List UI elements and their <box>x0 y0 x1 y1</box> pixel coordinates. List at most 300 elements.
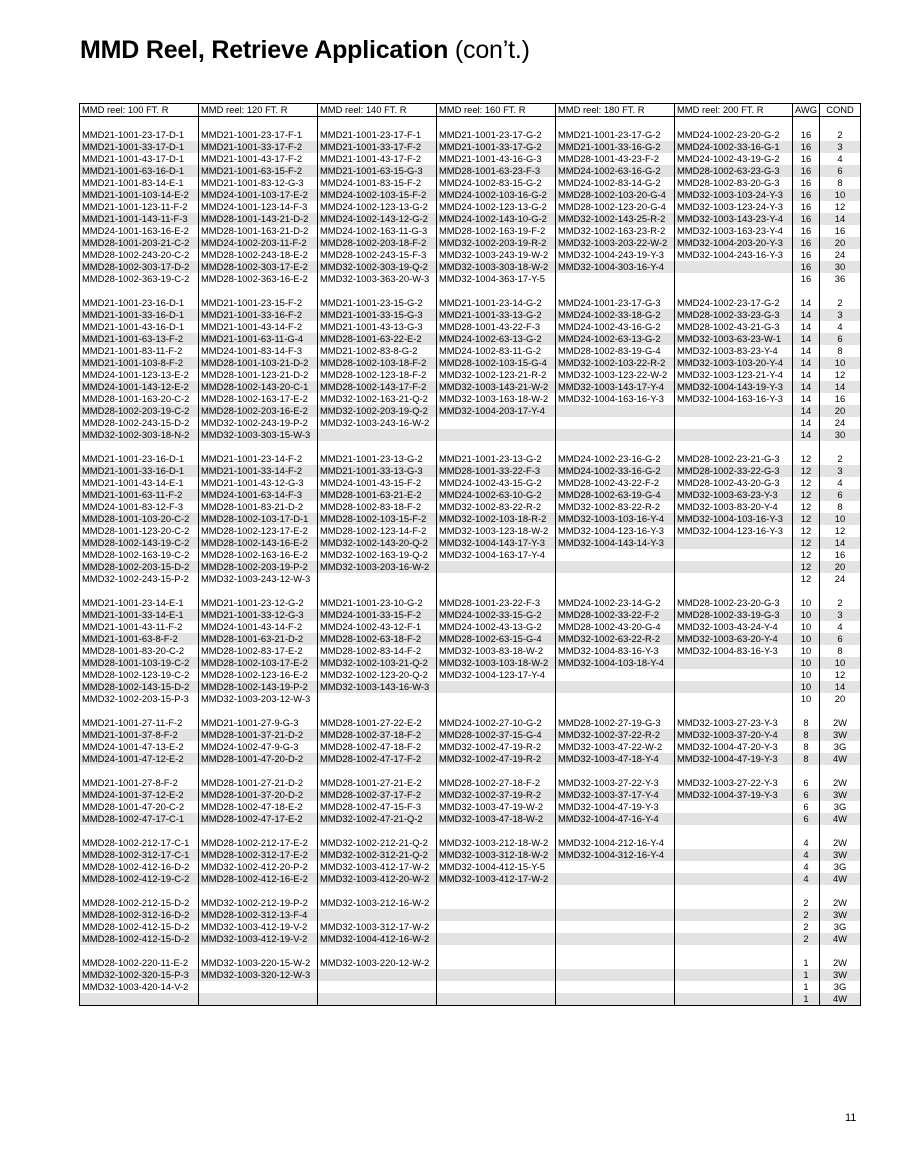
part-100ft: MMD28-1002-312-16-D-2 <box>80 909 199 921</box>
spacer-cell <box>556 765 675 777</box>
part-200ft: MMD28-1002-33-23-G-3 <box>675 309 793 321</box>
part-140ft: MMD32-1002-163-21-Q-2 <box>318 393 437 405</box>
part-100ft: MMD28-1001-103-20-C-2 <box>80 513 199 525</box>
cond-value: 24 <box>820 249 861 261</box>
part-140ft: MMD32-1002-303-19-Q-2 <box>318 261 437 273</box>
part-160ft: MMD32-1003-47-19-W-2 <box>437 801 556 813</box>
part-140ft: MMD24-1002-143-12-G-2 <box>318 213 437 225</box>
cond-value: 3G <box>820 921 861 933</box>
part-160ft: MMD32-1002-103-18-R-2 <box>437 513 556 525</box>
part-140ft: MMD28-1002-103-15-F-2 <box>318 513 437 525</box>
part-200ft: MMD24-1002-23-20-G-2 <box>675 129 793 141</box>
spacer-cell <box>80 585 199 597</box>
spacer-cell <box>820 117 861 130</box>
part-120ft: MMD21-1001-23-14-F-2 <box>199 453 318 465</box>
awg-value: 16 <box>793 153 820 165</box>
spacer-cell <box>437 285 556 297</box>
part-160ft <box>437 681 556 693</box>
part-140ft: MMD32-1004-412-16-W-2 <box>318 933 437 945</box>
part-160ft: MMD32-1002-47-19-R-2 <box>437 741 556 753</box>
part-200ft <box>675 957 793 969</box>
spacer-cell <box>199 441 318 453</box>
part-200ft: MMD28-1002-33-22-G-3 <box>675 465 793 477</box>
part-120ft: MMD24-1001-83-14-F-3 <box>199 345 318 357</box>
awg-value: 14 <box>793 321 820 333</box>
column-header-140ft: MMD reel: 140 FT. R <box>318 104 437 117</box>
part-120ft: MMD28-1001-83-21-D-2 <box>199 501 318 513</box>
part-160ft: MMD21-1001-43-16-G-3 <box>437 153 556 165</box>
part-180ft: MMD32-1004-47-16-Y-4 <box>556 813 675 825</box>
part-160ft: MMD28-1001-33-22-F-3 <box>437 465 556 477</box>
part-140ft <box>318 693 437 705</box>
cond-value: 10 <box>820 357 861 369</box>
part-160ft <box>437 933 556 945</box>
part-180ft: MMD28-1002-123-20-G-4 <box>556 201 675 213</box>
spacer-cell <box>793 945 820 957</box>
part-140ft: MMD21-1001-43-17-F-2 <box>318 153 437 165</box>
spacer-cell <box>80 285 199 297</box>
part-180ft: MMD32-1002-143-25-R-2 <box>556 213 675 225</box>
spacer-cell <box>820 285 861 297</box>
table-row <box>80 513 861 525</box>
table-row <box>80 993 861 1006</box>
part-200ft: MMD32-1003-63-20-Y-4 <box>675 633 793 645</box>
part-140ft: MMD21-1001-33-17-F-2 <box>318 141 437 153</box>
part-100ft: MMD32-1002-243-15-P-2 <box>80 573 199 585</box>
table-row <box>80 237 861 249</box>
part-120ft: MMD21-1001-23-15-F-2 <box>199 297 318 309</box>
spacer-cell <box>80 705 199 717</box>
part-160ft: MMD28-1002-103-15-G-4 <box>437 357 556 369</box>
awg-value: 14 <box>793 381 820 393</box>
cond-value: 3G <box>820 981 861 993</box>
table-row <box>80 549 861 561</box>
part-200ft: MMD32-1003-103-20-Y-4 <box>675 357 793 369</box>
spacer-cell <box>675 285 793 297</box>
awg-value: 16 <box>793 165 820 177</box>
part-120ft: MMD32-1003-303-15-W-3 <box>199 429 318 441</box>
part-140ft <box>318 429 437 441</box>
part-100ft: MMD21-1001-33-16-D-1 <box>80 465 199 477</box>
part-140ft: MMD28-1002-143-17-F-2 <box>318 381 437 393</box>
part-120ft: MMD32-1003-243-12-W-3 <box>199 573 318 585</box>
part-140ft: MMD28-1002-83-14-F-2 <box>318 645 437 657</box>
table-row <box>80 345 861 357</box>
column-header-180ft: MMD reel: 180 FT. R <box>556 104 675 117</box>
spacer-cell <box>793 765 820 777</box>
table-row <box>80 381 861 393</box>
awg-value: 12 <box>793 501 820 513</box>
part-140ft: MMD32-1002-143-20-Q-2 <box>318 537 437 549</box>
part-100ft: MMD21-1001-43-14-E-1 <box>80 477 199 489</box>
part-100ft: MMD21-1001-33-14-E-1 <box>80 609 199 621</box>
part-140ft: MMD32-1002-103-21-Q-2 <box>318 657 437 669</box>
part-160ft <box>437 693 556 705</box>
awg-value: 14 <box>793 345 820 357</box>
part-120ft: MMD28-1002-363-16-E-2 <box>199 273 318 285</box>
part-120ft: MMD21-1001-33-12-G-3 <box>199 609 318 621</box>
part-140ft: MMD32-1003-203-16-W-2 <box>318 561 437 573</box>
awg-value: 16 <box>793 261 820 273</box>
table-body <box>80 117 861 1006</box>
part-140ft: MMD28-1002-243-15-F-3 <box>318 249 437 261</box>
part-140ft: MMD24-1001-33-15-F-2 <box>318 609 437 621</box>
part-140ft: MMD21-1001-23-15-G-2 <box>318 297 437 309</box>
table-row <box>80 417 861 429</box>
spacer-cell <box>675 945 793 957</box>
part-140ft: MMD24-1002-163-11-G-3 <box>318 225 437 237</box>
table-row <box>80 693 861 705</box>
table-row <box>80 681 861 693</box>
cond-value: 30 <box>820 429 861 441</box>
spacer-cell <box>318 885 437 897</box>
part-180ft <box>556 969 675 981</box>
table-row <box>80 501 861 513</box>
awg-value: 16 <box>793 237 820 249</box>
part-120ft: MMD21-1001-33-17-F-2 <box>199 141 318 153</box>
part-100ft: MMD21-1001-33-17-D-1 <box>80 141 199 153</box>
cond-value: 2 <box>820 453 861 465</box>
part-140ft: MMD28-1002-83-18-F-2 <box>318 501 437 513</box>
part-100ft: MMD28-1001-47-20-C-2 <box>80 801 199 813</box>
part-200ft: MMD28-1002-23-20-G-3 <box>675 597 793 609</box>
part-200ft: MMD32-1003-27-23-Y-3 <box>675 717 793 729</box>
awg-value: 8 <box>793 753 820 765</box>
part-180ft <box>556 681 675 693</box>
spacer-cell <box>437 117 556 130</box>
part-100ft: MMD28-1001-103-19-C-2 <box>80 657 199 669</box>
spacer-cell <box>199 885 318 897</box>
awg-value: 12 <box>793 489 820 501</box>
part-120ft: MMD21-1001-43-12-G-3 <box>199 477 318 489</box>
group-spacer <box>80 117 861 130</box>
table-row <box>80 465 861 477</box>
part-140ft: MMD32-1002-123-20-Q-2 <box>318 669 437 681</box>
part-180ft: MMD32-1003-47-18-Y-4 <box>556 753 675 765</box>
part-140ft <box>318 909 437 921</box>
part-120ft: MMD28-1002-47-17-E-2 <box>199 813 318 825</box>
part-140ft: MMD32-1003-243-16-W-2 <box>318 417 437 429</box>
part-200ft: MMD32-1003-83-20-Y-4 <box>675 501 793 513</box>
part-180ft: MMD28-1002-103-20-G-4 <box>556 189 675 201</box>
part-120ft: MMD28-1002-123-16-E-2 <box>199 669 318 681</box>
part-120ft: MMD28-1002-143-20-C-1 <box>199 381 318 393</box>
part-180ft: MMD32-1004-143-14-Y-3 <box>556 537 675 549</box>
part-180ft <box>556 429 675 441</box>
cond-value: 10 <box>820 657 861 669</box>
part-140ft: MMD28-1002-203-18-F-2 <box>318 237 437 249</box>
table-row <box>80 621 861 633</box>
part-140ft: MMD32-1003-220-12-W-2 <box>318 957 437 969</box>
column-header-awg: AWG <box>793 104 820 117</box>
awg-value: 1 <box>793 981 820 993</box>
part-160ft: MMD32-1002-203-19-R-2 <box>437 237 556 249</box>
part-140ft: MMD24-1001-83-15-F-2 <box>318 177 437 189</box>
part-200ft: MMD32-1003-37-20-Y-4 <box>675 729 793 741</box>
part-200ft: MMD32-1004-103-16-Y-3 <box>675 513 793 525</box>
part-180ft <box>556 993 675 1006</box>
part-200ft <box>675 573 793 585</box>
part-120ft: MMD28-1001-143-21-D-2 <box>199 213 318 225</box>
part-100ft: MMD21-1001-23-17-D-1 <box>80 129 199 141</box>
cond-value: 2W <box>820 837 861 849</box>
part-180ft <box>556 561 675 573</box>
part-160ft: MMD28-1002-37-15-G-4 <box>437 729 556 741</box>
part-120ft: MMD32-1002-412-20-P-2 <box>199 861 318 873</box>
part-160ft: MMD28-1002-27-18-F-2 <box>437 777 556 789</box>
part-140ft: MMD28-1002-123-18-F-2 <box>318 369 437 381</box>
spacer-cell <box>80 825 199 837</box>
awg-value: 10 <box>793 693 820 705</box>
part-120ft: MMD24-1002-47-9-G-3 <box>199 741 318 753</box>
spacer-cell <box>318 945 437 957</box>
part-140ft: MMD32-1002-163-19-Q-2 <box>318 549 437 561</box>
awg-value: 8 <box>793 729 820 741</box>
part-200ft: MMD28-1002-43-21-G-3 <box>675 321 793 333</box>
part-200ft: MMD28-1002-43-20-G-3 <box>675 477 793 489</box>
table-row <box>80 357 861 369</box>
part-180ft: MMD32-1002-63-22-R-2 <box>556 633 675 645</box>
cond-value: 4 <box>820 321 861 333</box>
part-200ft <box>675 909 793 921</box>
part-200ft <box>675 933 793 945</box>
part-100ft: MMD24-1001-37-12-E-2 <box>80 789 199 801</box>
part-160ft: MMD24-1002-63-10-G-2 <box>437 489 556 501</box>
awg-value: 14 <box>793 357 820 369</box>
part-200ft: MMD32-1003-83-23-Y-4 <box>675 345 793 357</box>
part-200ft <box>675 693 793 705</box>
part-140ft: MMD24-1002-43-12-F-1 <box>318 621 437 633</box>
part-120ft: MMD21-1001-43-14-F-2 <box>199 321 318 333</box>
part-200ft: MMD24-1002-33-16-G-1 <box>675 141 793 153</box>
part-100ft: MMD21-1001-103-8-F-2 <box>80 357 199 369</box>
part-200ft: MMD32-1004-123-16-Y-3 <box>675 525 793 537</box>
awg-value: 16 <box>793 225 820 237</box>
part-120ft: MMD24-1001-43-14-F-2 <box>199 621 318 633</box>
part-120ft: MMD28-1001-37-21-D-2 <box>199 729 318 741</box>
table-row <box>80 309 861 321</box>
part-100ft: MMD21-1001-23-14-E-1 <box>80 597 199 609</box>
cond-value: 2W <box>820 897 861 909</box>
cond-value: 16 <box>820 225 861 237</box>
part-120ft: MMD32-1002-212-19-P-2 <box>199 897 318 909</box>
part-180ft <box>556 921 675 933</box>
group-spacer <box>80 585 861 597</box>
table-row <box>80 861 861 873</box>
table-row <box>80 729 861 741</box>
part-180ft: MMD28-1002-43-20-G-4 <box>556 621 675 633</box>
part-160ft: MMD32-1003-103-18-W-2 <box>437 657 556 669</box>
part-200ft <box>675 657 793 669</box>
part-160ft: MMD24-1002-63-13-G-2 <box>437 333 556 345</box>
part-100ft: MMD28-1002-412-15-D-2 <box>80 921 199 933</box>
page-number: 11 <box>845 1112 857 1124</box>
table-row <box>80 921 861 933</box>
part-180ft <box>556 669 675 681</box>
cond-value: 12 <box>820 669 861 681</box>
part-180ft <box>556 549 675 561</box>
part-160ft: MMD24-1002-43-13-G-2 <box>437 621 556 633</box>
part-120ft: MMD28-1002-103-17-E-2 <box>199 657 318 669</box>
part-160ft: MMD32-1004-163-17-Y-4 <box>437 549 556 561</box>
spacer-cell <box>318 441 437 453</box>
part-120ft: MMD28-1001-63-21-D-2 <box>199 633 318 645</box>
awg-value: 14 <box>793 417 820 429</box>
cond-value: 20 <box>820 405 861 417</box>
spacer-cell <box>318 825 437 837</box>
part-160ft: MMD21-1001-23-13-G-2 <box>437 453 556 465</box>
part-160ft: MMD24-1002-83-11-G-2 <box>437 345 556 357</box>
part-100ft: MMD21-1001-43-16-D-1 <box>80 321 199 333</box>
part-120ft: MMD21-1001-33-16-F-2 <box>199 309 318 321</box>
part-180ft: MMD24-1002-83-14-G-2 <box>556 177 675 189</box>
part-160ft <box>437 921 556 933</box>
spacer-cell <box>556 825 675 837</box>
part-180ft <box>556 861 675 873</box>
spacer-cell <box>820 945 861 957</box>
part-180ft <box>556 573 675 585</box>
part-100ft: MMD24-1001-83-12-F-3 <box>80 501 199 513</box>
part-100ft: MMD32-1003-420-14-V-2 <box>80 981 199 993</box>
part-100ft: MMD21-1001-37-8-F-2 <box>80 729 199 741</box>
cond-value: 3 <box>820 309 861 321</box>
part-120ft: MMD32-1003-203-12-W-3 <box>199 693 318 705</box>
part-120ft: MMD28-1002-243-18-E-2 <box>199 249 318 261</box>
part-160ft: MMD32-1003-47-18-W-2 <box>437 813 556 825</box>
part-180ft: MMD32-1004-103-18-Y-4 <box>556 657 675 669</box>
part-140ft: MMD21-1001-33-13-G-3 <box>318 465 437 477</box>
part-120ft: MMD28-1001-163-21-D-2 <box>199 225 318 237</box>
awg-value: 14 <box>793 393 820 405</box>
part-200ft <box>675 921 793 933</box>
part-160ft: MMD32-1002-123-21-R-2 <box>437 369 556 381</box>
awg-value: 6 <box>793 777 820 789</box>
part-120ft: MMD28-1002-83-17-E-2 <box>199 645 318 657</box>
awg-value: 8 <box>793 741 820 753</box>
awg-value: 1 <box>793 957 820 969</box>
part-160ft: MMD21-1001-33-17-G-2 <box>437 141 556 153</box>
spacer-cell <box>199 117 318 130</box>
awg-value: 10 <box>793 633 820 645</box>
part-160ft: MMD24-1002-123-13-G-2 <box>437 201 556 213</box>
part-100ft: MMD28-1002-363-19-C-2 <box>80 273 199 285</box>
part-140ft: MMD21-1002-83-8-G-2 <box>318 345 437 357</box>
part-160ft <box>437 993 556 1006</box>
part-160ft: MMD24-1002-27-10-G-2 <box>437 717 556 729</box>
column-header-100ft: MMD reel: 100 FT. R <box>80 104 199 117</box>
table-row <box>80 141 861 153</box>
part-180ft: MMD32-1004-312-16-Y-4 <box>556 849 675 861</box>
cond-value: 14 <box>820 381 861 393</box>
cond-value: 6 <box>820 165 861 177</box>
table-row <box>80 405 861 417</box>
part-200ft: MMD28-1002-33-19-G-3 <box>675 609 793 621</box>
table-row <box>80 297 861 309</box>
cond-value: 4 <box>820 621 861 633</box>
spacer-cell <box>820 705 861 717</box>
awg-value: 4 <box>793 873 820 885</box>
part-200ft: MMD32-1003-123-24-Y-3 <box>675 201 793 213</box>
part-100ft: MMD32-1002-320-15-P-3 <box>80 969 199 981</box>
spacer-cell <box>820 885 861 897</box>
table-row <box>80 849 861 861</box>
part-200ft: MMD32-1003-123-21-Y-4 <box>675 369 793 381</box>
part-120ft: MMD28-1002-412-16-E-2 <box>199 873 318 885</box>
cond-value: 12 <box>820 369 861 381</box>
awg-value: 1 <box>793 969 820 981</box>
table-row <box>80 129 861 141</box>
part-100ft: MMD21-1001-23-16-D-1 <box>80 297 199 309</box>
part-180ft: MMD32-1003-27-22-Y-3 <box>556 777 675 789</box>
part-180ft: MMD32-1004-163-16-Y-3 <box>556 393 675 405</box>
part-200ft: MMD24-1002-23-17-G-2 <box>675 297 793 309</box>
part-160ft: MMD32-1003-312-18-W-2 <box>437 849 556 861</box>
part-160ft: MMD21-1001-23-17-G-2 <box>437 129 556 141</box>
cond-value: 20 <box>820 237 861 249</box>
part-140ft: MMD32-1002-212-21-Q-2 <box>318 837 437 849</box>
awg-value: 2 <box>793 897 820 909</box>
spacer-cell <box>820 441 861 453</box>
part-100ft: MMD24-1001-123-13-E-2 <box>80 369 199 381</box>
part-140ft: MMD21-1001-23-13-G-2 <box>318 453 437 465</box>
part-140ft: MMD28-1002-47-15-F-3 <box>318 801 437 813</box>
spacer-cell <box>793 441 820 453</box>
table-row <box>80 597 861 609</box>
table-row <box>80 813 861 825</box>
part-200ft: MMD32-1004-143-19-Y-3 <box>675 381 793 393</box>
part-100ft: MMD28-1002-412-16-D-2 <box>80 861 199 873</box>
awg-value: 16 <box>793 129 820 141</box>
cond-value: 12 <box>820 201 861 213</box>
part-120ft: MMD21-1001-23-17-F-1 <box>199 129 318 141</box>
part-160ft: MMD32-1003-83-18-W-2 <box>437 645 556 657</box>
part-200ft <box>675 981 793 993</box>
part-200ft <box>675 273 793 285</box>
part-200ft: MMD32-1003-63-23-W-1 <box>675 333 793 345</box>
table-row <box>80 453 861 465</box>
part-120ft: MMD28-1002-303-17-E-2 <box>199 261 318 273</box>
awg-value: 12 <box>793 549 820 561</box>
spacer-cell <box>437 441 556 453</box>
part-200ft: MMD32-1003-163-23-Y-4 <box>675 225 793 237</box>
spacer-cell <box>675 441 793 453</box>
part-120ft: MMD24-1001-103-17-E-2 <box>199 189 318 201</box>
part-140ft: MMD28-1001-63-21-E-2 <box>318 489 437 501</box>
table-row <box>80 477 861 489</box>
cond-value: 24 <box>820 573 861 585</box>
part-120ft: MMD21-1001-63-11-G-4 <box>199 333 318 345</box>
part-160ft: MMD32-1003-163-18-W-2 <box>437 393 556 405</box>
part-180ft: MMD28-1002-33-22-F-2 <box>556 609 675 621</box>
part-100ft: MMD28-1001-123-20-C-2 <box>80 525 199 537</box>
part-180ft <box>556 693 675 705</box>
part-100ft: MMD21-1001-63-11-F-2 <box>80 489 199 501</box>
awg-value: 16 <box>793 273 820 285</box>
part-200ft <box>675 861 793 873</box>
part-120ft: MMD28-1002-123-17-E-2 <box>199 525 318 537</box>
part-120ft: MMD32-1002-243-19-P-2 <box>199 417 318 429</box>
cond-value: 14 <box>820 537 861 549</box>
part-100ft: MMD21-1001-43-11-F-2 <box>80 621 199 633</box>
part-200ft: MMD32-1004-163-16-Y-3 <box>675 393 793 405</box>
cond-value: 2 <box>820 597 861 609</box>
part-180ft <box>556 405 675 417</box>
part-120ft: MMD28-1001-37-20-D-2 <box>199 789 318 801</box>
awg-value: 6 <box>793 801 820 813</box>
cond-value: 4W <box>820 933 861 945</box>
part-140ft: MMD32-1003-143-16-W-3 <box>318 681 437 693</box>
part-180ft: MMD28-1002-27-19-G-3 <box>556 717 675 729</box>
